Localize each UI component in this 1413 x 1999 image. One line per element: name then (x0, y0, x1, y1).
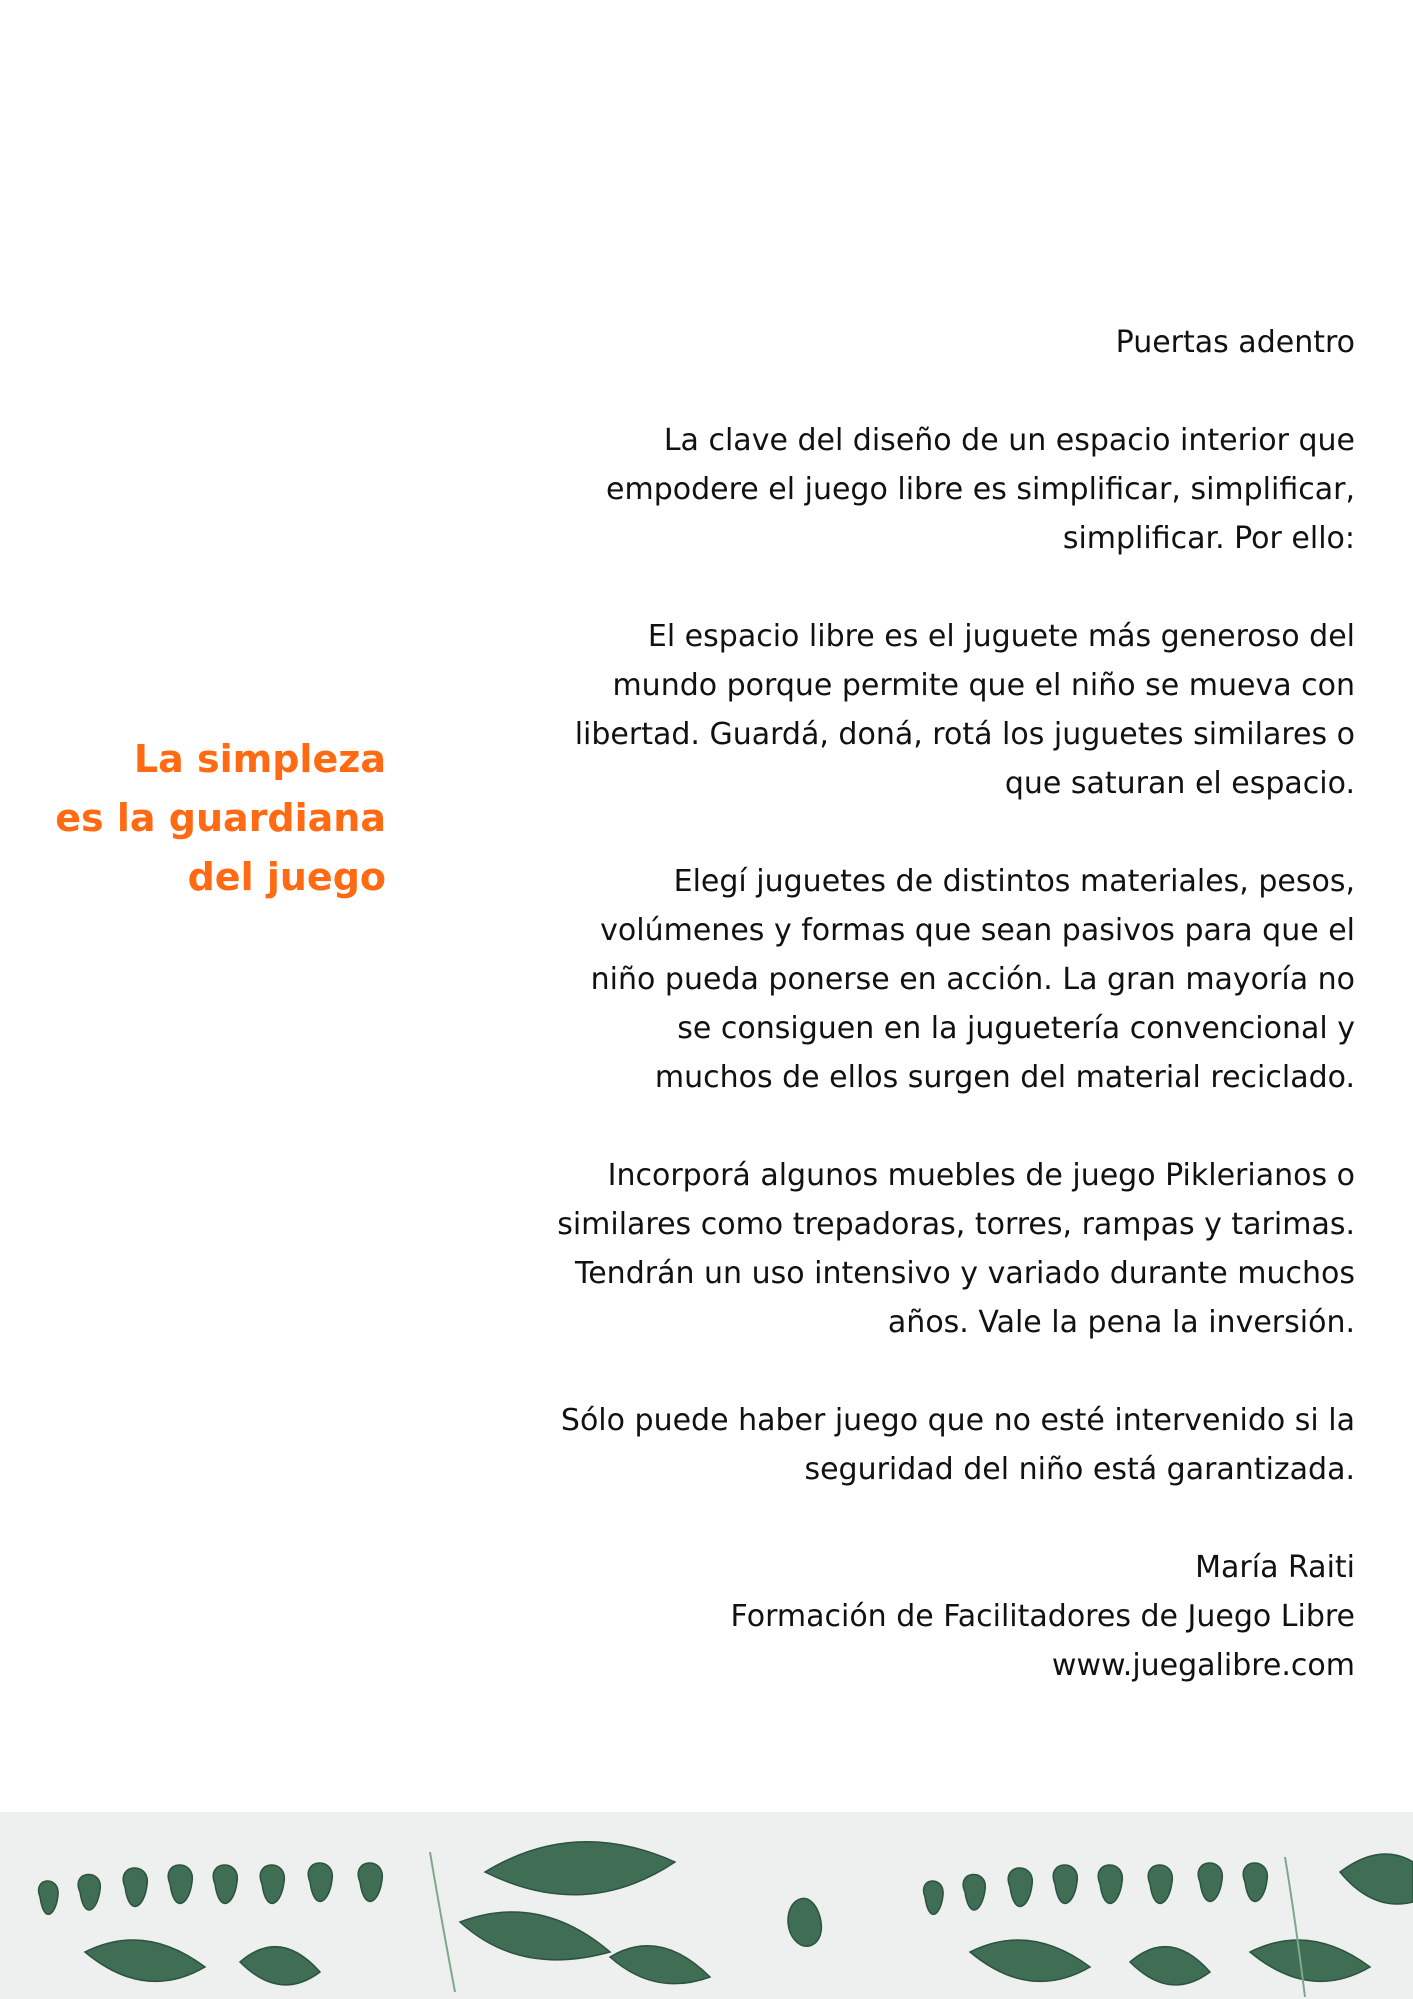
leaves-illustration (0, 1812, 1413, 1999)
paragraph-line: empodere el juego libre es simplificar, simplificar, (606, 472, 1355, 507)
paragraph-line: similares como trepadoras, torres, rampas y tarimas. (557, 1207, 1355, 1242)
author-name: María Raiti (1195, 1550, 1355, 1585)
paragraph-line: muchos de ellos surgen del material reciclado. (654, 1060, 1355, 1095)
article-body (420, 318, 1355, 1739)
leaf-decoration-banner (0, 1812, 1413, 1999)
paragraph-line: La clave del diseño de un espacio interior que (663, 423, 1355, 458)
website-link[interactable]: www.juegalibre.com (1051, 1648, 1355, 1683)
paragraph-line: Tendrán un uso intensivo y variado durante muchos (575, 1256, 1355, 1291)
paragraph-line: Incorporá algunos muebles de juego Piklerianos o (607, 1158, 1355, 1193)
paragraph-line: volúmenes y formas que sean pasivos para que el (600, 913, 1355, 948)
paragraph-line: que saturan el espacio. (1004, 766, 1355, 801)
pull-quote (40, 730, 386, 907)
paragraph (420, 416, 1355, 563)
pull-quote-line: del juego (187, 855, 386, 899)
signature-block (420, 1543, 1355, 1690)
paragraph-line: simplificar. Por ello: (1062, 521, 1355, 556)
paragraph-line: Sólo puede haber juego que no esté intervenido si la (560, 1403, 1355, 1438)
article-heading: Puertas adentro (1115, 325, 1355, 360)
pull-quote-line: es la guardiana (55, 796, 386, 840)
paragraph-line: años. Vale la pena la inversión. (887, 1305, 1355, 1340)
paragraph (420, 857, 1355, 1102)
paragraph-line: niño pueda ponerse en acción. La gran mayoría no (590, 962, 1355, 997)
paragraph (420, 1396, 1355, 1494)
paragraph-line: libertad. Guardá, doná, rotá los juguetes similares o (574, 717, 1355, 752)
heading-block (420, 318, 1355, 367)
paragraph-line: Elegí juguetes de distintos materiales, pesos, (673, 864, 1355, 899)
paragraph-line: seguridad del niño está garantizada. (804, 1452, 1355, 1487)
organization-name: Formación de Facilitadores de Juego Libre (730, 1599, 1355, 1634)
paragraph (420, 612, 1355, 808)
paragraph-line: El espacio libre es el juguete más generoso del (647, 619, 1355, 654)
paragraph-line: mundo porque permite que el niño se mueva con (612, 668, 1355, 703)
paragraph-line: se consiguen en la juguetería convencional y (677, 1011, 1355, 1046)
paragraph (420, 1151, 1355, 1347)
pull-quote-line: La simpleza (133, 737, 386, 781)
